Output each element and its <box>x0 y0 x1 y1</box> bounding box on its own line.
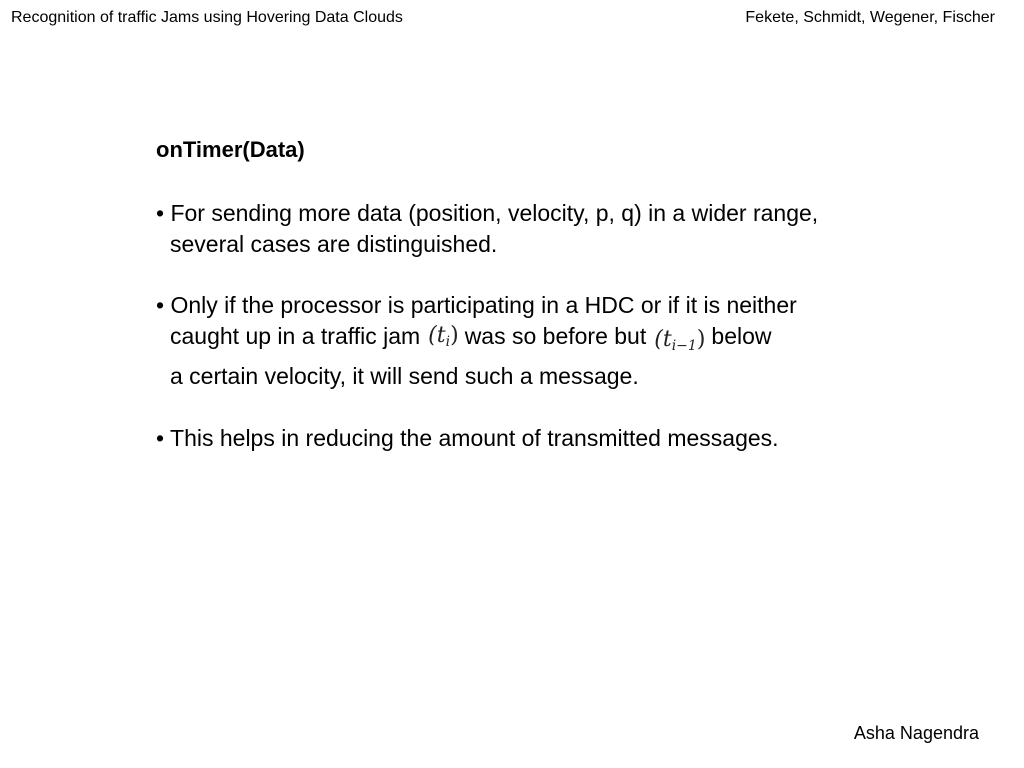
footer-author: Asha Nagendra <box>853 723 979 743</box>
bullet-2-text-b: was so before but <box>464 322 647 349</box>
bullet-3-line-1: • This helps in reducing the amount of transmitted messages. <box>156 424 779 451</box>
header-authors: Fekete, Schmidt, Wegener, Fischer <box>745 9 995 26</box>
bullet-1-line-1: • For sending more data (position, velocity, p, q) in a wider range, <box>156 200 819 226</box>
math-t-i-minus-1 <box>654 325 705 362</box>
slide-title: onTimer(Data) <box>156 137 305 162</box>
math-t-i-minus-1-close: ) <box>696 326 706 352</box>
header-title: Recognition of traffic Jams using Hovering Data Clouds <box>11 9 403 26</box>
math-t-i-sub: i <box>445 333 451 350</box>
bullet-2-line-1: • Only if the processor is participating in a HDC or if it is neither <box>156 292 797 318</box>
math-t-i-base: (t <box>428 322 446 348</box>
bullet-2-text-c: below <box>711 322 772 349</box>
bullet-1-line-2: several cases are distinguished. <box>170 230 498 257</box>
bullet-2 <box>156 290 936 392</box>
slide-content <box>156 137 936 484</box>
math-t-i-minus-1-sub: i−1 <box>671 337 697 354</box>
bullet-1 <box>156 198 936 259</box>
bullet-3 <box>156 423 936 454</box>
math-t-i-minus-1-base: (t <box>654 326 672 352</box>
bullet-2-text-a: caught up in a traffic jam <box>170 322 421 349</box>
math-t-i <box>428 321 459 358</box>
math-t-i-close: ) <box>450 322 459 348</box>
bullet-2-line-3: a certain velocity, it will send such a message. <box>170 363 639 389</box>
bullet-2-line-2 <box>156 321 936 362</box>
